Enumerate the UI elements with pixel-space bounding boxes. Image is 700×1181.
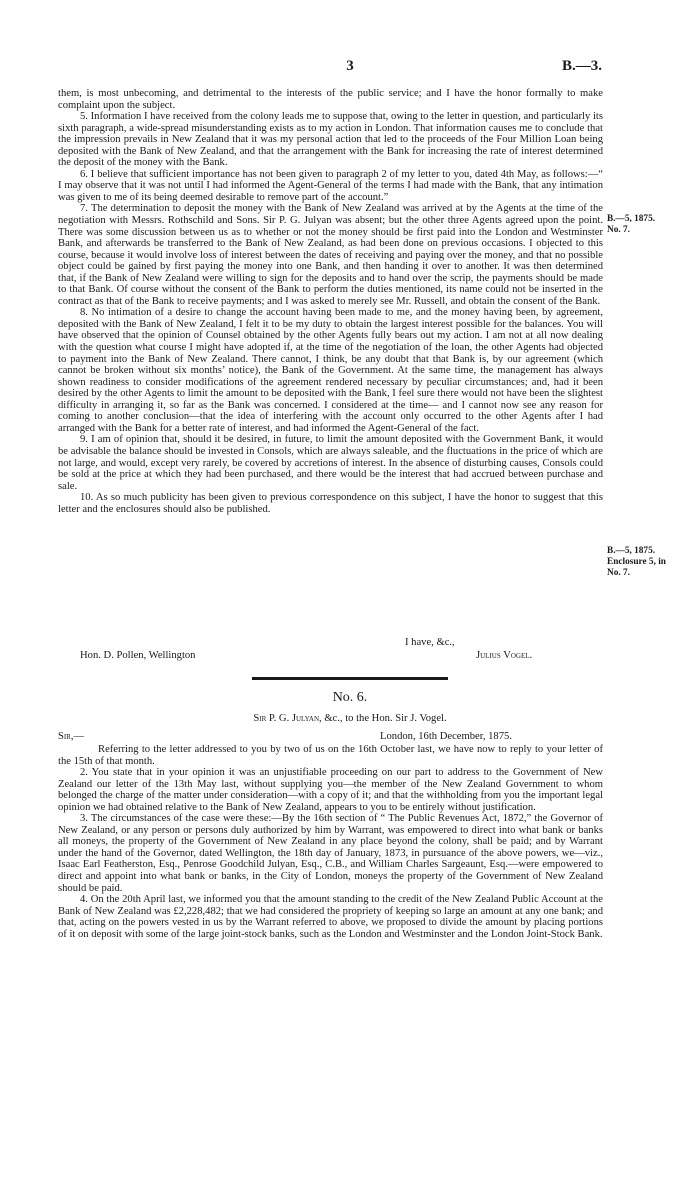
- dateline: London, 16th December, 1875.: [380, 731, 512, 742]
- letter-5-body: [58, 88, 603, 515]
- paragraph: them, is most unbecoming, and detrimental to the interests of the public service; and I have the honor formally to make complaint upon the subject.: [58, 88, 603, 111]
- paragraph: 10. As so much publicity has been given to previous correspondence on this subject, I have the honor to suggest that this letter and the enclosures should also be published.: [58, 492, 603, 515]
- margin-note-2: [607, 546, 699, 579]
- margin-note-line: No. 7.: [607, 225, 630, 235]
- paragraph: 5. Information I have received from the colony leads me to suppose that, owing to the letter in question, and particularly its sixth paragraph, a wide-spread misunderstanding exists as to my action in London. That information causes me to conclude that the impression prevails in New Zealand that it was my personal action that led to the proceeds of the Four Million Loan being deposited with the Bank of New Zealand, and that the arrangement with the Bank for increasing the rate of interest determined the deposit of the money with the Bank.: [58, 111, 603, 169]
- letter-6-from: [0, 713, 700, 724]
- letter-6-heading: No. 6.: [332, 690, 368, 705]
- signature: Julius Vogel.: [476, 650, 533, 661]
- addressee: Hon. D. Pollen, Wellington: [80, 650, 196, 661]
- closing: I have, &c.,: [405, 637, 455, 648]
- paragraph: Referring to the letter addressed to you by two of us on the 16th October last, we have now to reply to your letter of the 15th of that month.: [58, 744, 603, 767]
- margin-note-line: Enclosure 5, in: [607, 557, 666, 567]
- paragraph: 3. The circumstances of the case were these:—By the 16th section of “ The Public Revenues Act, 1872,” the Governor of New Zealand, or any person or persons duly authorized by him by Warrant, was empowered to direct into what bank or banks all moneys, the property of the Government of New Zealand in any place beyond the colony, shall be paid; and by Warrant under the hand of the Governor, dated Wellington, the 18th day of January, 1873, in pursuance of the above powers, we—viz., Isaac Earl Featherston, Esq., Penrose Goodchild Julyan, Esq., C.B., and William Charles Sargeaunt, Esq.—were empowered to direct and appoint into what bank or banks, in the City of London, moneys the property of the Government of New Zealand should be paid.: [58, 813, 603, 894]
- from-name: Sir P. G. Julyan: [253, 713, 320, 724]
- paragraph: 9. I am of opinion that, should it be desired, in future, to limit the amount deposited with the Government Bank, it would be advisable the balance should be invested in Consols, which are always saleable, and the fluctuations in the price of which are not large, and would, except very rarely, be covered by accretions of interest. In the absence of disturbing causes, Consols could be sold at the price at which they had been purchased, and there would be the interest that had accrued between purchase and sale.: [58, 434, 603, 492]
- page-number: 3: [346, 58, 354, 74]
- page-reference: B.—3.: [562, 58, 603, 74]
- paragraph: 8. No intimation of a desire to change the account having been made to me, and the money having been, by agreement, deposited with the Bank of New Zealand, I felt it to be my duty to obtain the largest interest possible for the balances. You will have observed that the opinion of Counsel obtained by the other Agents fully bears out my action. I am not at all now dealing with the question what course I might have adopted if, at the time of the negotiation of the loan, the other Agents had objected to payment into the Bank of New Zealand. There cannot, I think, be any doubt that that Bank is, by our agreement (which cannot be broken without six months’ notice), the Bank of the Government. At the same time, the management has always shown readiness to consider modifications of the agreement rendered necessary by peculiar circumstances; and, had it been desired by the other Agents to limit the amount to be deposited with the Bank, I feel sure there would not have been the slightest difficulty in arranging it, so far as the Bank was concerned. I considered at the time— and I cannot now see any reason for coming to another conclusion—that the idea of interfering with the account only occurred to the other Agents after I had arranged with the Bank for a better rate of interest, and had informed the Agent-General of the fact.: [58, 307, 603, 434]
- salutation: Sir,—: [58, 731, 85, 742]
- paragraph: 2. You state that in your opinion it was an unjustifiable proceeding on our part to address to the Government of New Zealand our letter of the 13th May last, without supplying you—the member of the New Zealand Government to whom belonged the charge of the matter under consideration—with a copy of it; and that the withholding from you the important legal opinion we had obtained relative to the Bank of New Zealand, appears to you to be entirely without justification.: [58, 767, 603, 813]
- section-divider: [252, 677, 448, 680]
- paragraph: 6. I believe that sufficient importance has not been given to paragraph 2 of my letter to you, dated 4th May, as follows:—“ I may observe that it was not until I had informed the Agent-General of the terms I had made with the Bank, that any intimation was given to me of its being deemed desirable to remove part of the account.”: [58, 168, 603, 203]
- paragraph: 4. On the 20th April last, we informed you that the amount standing to the credit of the New Zealand Public Account at the Bank of New Zealand was £2,228,482; that we had considered the propriety of keeping so large an amount at any one bank; and that, acting on the powers vested in us by the Warrant referred to above, we proposed to divide the amount by placing portions of it on deposit with some of the large joint-stock banks, such as the London and Westminster and the London Joint-Stock Bank.: [58, 894, 603, 940]
- margin-note-line: No. 7.: [607, 568, 630, 578]
- margin-note-1: [607, 214, 699, 236]
- from-rest: , &c., to the Hon. Sir J. Vogel.: [319, 713, 447, 724]
- paragraph: 7. The determination to deposit the money with the Bank of New Zealand was arrived at by the Agents at the time of the negotiation with Messrs. Rothschild and Sons. Sir P. G. Julyan was absent; but the other three Agents agreed upon the point. There was some discussion between us as to whether or not the money should be first paid into the London and Westminster Bank, and afterwards be transferred to the Bank of New Zealand, as had been done on previous occasions. I objected to this course, because it would involve loss of interest between the dates of receiving and paying over the money, and that no possible object could be gained by first paying the money into one Bank, and then handing it over to another. It was then determined that, if the Bank of New Zealand were willing to sign for the deposits and to hand over the scrip, the payments should be made to that Bank. Of course without the consent of the Bank to perform the duties mentioned, its name could not be inserted in the contract as that of the Bank to receive payments; and I was asked to merely see Mr. Russell, and obtain the consent of the Bank.: [58, 203, 603, 307]
- letter-6-body: [58, 744, 603, 940]
- margin-note-line: B.—5, 1875.: [607, 214, 656, 224]
- margin-note-line: B.—5, 1875.: [607, 546, 656, 556]
